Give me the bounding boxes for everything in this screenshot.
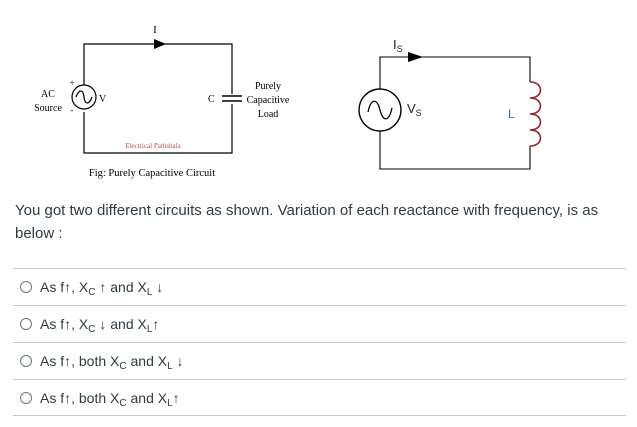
answer-label: As f↑, $X_C$ ↑ and $X_L$ ↓	[40, 279, 164, 298]
answer-option-4[interactable]	[13, 379, 626, 416]
radio-button[interactable]	[20, 281, 32, 293]
source-voltage-label: $V_S$	[407, 101, 422, 118]
source-current-arrow-icon	[408, 52, 423, 62]
figure-caption: Fig: Purely Capacitive Circuit	[88, 168, 216, 179]
current-arrow-icon	[154, 39, 166, 49]
capacitive-circuit-diagram	[72, 44, 242, 153]
minus-sign: -	[70, 105, 74, 115]
source-label: AC	[41, 89, 55, 100]
answer-label: As f↑, both $X_C$ and $X_L↑$	[40, 390, 180, 409]
radio-button[interactable]	[20, 392, 32, 404]
plus-sign: +	[69, 78, 75, 88]
inductive-circuit-diagram	[359, 57, 530, 169]
question-text: You got two different circuits as shown. Variation of each reactance with frequency, is as below :	[15, 202, 599, 242]
current-label: I	[153, 24, 157, 36]
load-label-1: Purely	[254, 81, 282, 92]
circuit-diagrams	[0, 0, 637, 195]
answer-option-3[interactable]	[13, 342, 626, 379]
inductor-coil-icon	[530, 82, 541, 146]
voltage-label: V	[99, 94, 107, 105]
inductor-label: L	[508, 107, 515, 121]
answer-option-1[interactable]	[13, 268, 626, 305]
answer-option-2[interactable]	[13, 305, 626, 342]
capacitor-label: C	[208, 94, 215, 105]
radio-button[interactable]	[20, 318, 32, 330]
answer-list	[13, 268, 626, 416]
load-label-3: Load	[257, 109, 279, 120]
source-label-2: Source	[34, 103, 62, 114]
radio-button[interactable]	[20, 355, 32, 367]
answer-label: As f↑, both $X_C$ and $X_L$ ↓	[40, 353, 184, 372]
load-label-2: Capacitive	[246, 95, 290, 106]
watermark: Electrical Pathshala	[125, 142, 181, 150]
source-current-label: $I_S$	[393, 37, 403, 54]
answer-label: As f↑, $X_C$ ↓ and $X_L↑$	[40, 316, 160, 335]
